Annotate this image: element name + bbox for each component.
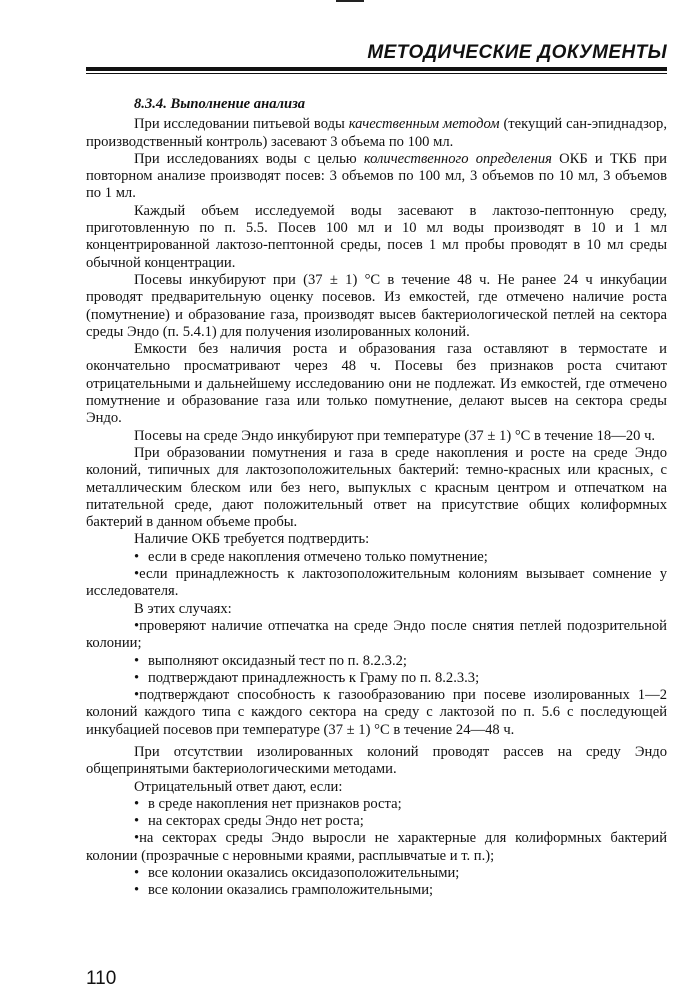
list-item: • подтверждают принадлежность к Граму по п. 8.2.3.3; [134, 669, 480, 686]
list-item: • в среде накопления нет признаков роста; [134, 795, 402, 812]
bullet-icon: • [134, 865, 140, 882]
list-item: • выполняют оксидазный тест по п. 8.2.3.2; [134, 652, 407, 669]
top-mark [336, 0, 364, 2]
paragraph-11: Отрицательный ответ дают, если: [134, 778, 343, 795]
bullet-icon: • [134, 617, 140, 634]
running-header: МЕТОДИЧЕСКИЕ ДОКУМЕНТЫ [367, 42, 667, 63]
bullet-icon: • [134, 548, 140, 565]
list-item: •подтверждают способность к газообразованию при посеве изолированных 1—2 колоний каждого типа с каждого сектора на среду с лактозой по п. 5.6 с последующей инкубацией посевов при температуре (37 ± 1) °С в течение 24—48 ч. [86, 687, 667, 738]
list-item: • все колонии оказались оксидазоположительными; [134, 865, 460, 882]
page-body [86, 96, 667, 900]
bullet-icon: • [134, 652, 140, 669]
list-item: •проверяют наличие отпечатка на среде Эндо после снятия петлей подозрительной колонии; [86, 617, 667, 652]
paragraph-8: Наличие ОКБ требуется подтвердить: [134, 531, 370, 548]
paragraph-1: При исследовании питьевой воды качественным методом (текущий сан-эпиднадзор, производственный контроль) засевают 3 объема по 100 мл. [86, 116, 667, 150]
bullet-icon: • [134, 669, 140, 686]
paragraph-10: При отсутствии изолированных колоний проводят рассев на среду Эндо общепринятыми бактериологическими методами. [86, 743, 667, 778]
list-item: • все колонии оказались грамположительными; [134, 882, 434, 899]
bullet-icon: • [134, 566, 140, 583]
list-item: • на секторах среды Эндо нет роста; [134, 813, 364, 830]
bullet-icon: • [134, 687, 140, 704]
italic-term: качественным методом [348, 116, 500, 133]
bullet-icon: • [134, 882, 140, 899]
section-heading: 8.3.4. Выполнение анализа [134, 96, 306, 112]
header-rule-thick [86, 67, 667, 71]
paragraph-3: Каждый объем исследуемой воды засевают в лактозо-пептонную среду, приготовленную по п. 5.5. Посев 100 мл и 10 мл воды производят в 10 и 1 мл концентрированной лактозо-пептонной среды, посев 1 мл пробы проводят в 10 мл среды обычной концентрации. [86, 202, 667, 271]
italic-term: количественного определения [363, 150, 552, 167]
paragraph-9: В этих случаях: [134, 600, 232, 617]
list-item: • если в среде накопления отмечено только помутнение; [134, 548, 488, 565]
list-item: •если принадлежность к лактозоположительным колониям вызывает сомнение у исследователя. [86, 566, 667, 600]
page-number: 110 [86, 968, 117, 989]
bullet-icon: • [134, 795, 140, 812]
header-rule-thin [86, 73, 667, 74]
paragraph-2: При исследованиях воды с целью количественного определения ОКБ и ТКБ при повторном анализе производят посев: 3 объемов по 100 мл, 3 объемов по 10 мл, 3 объемов по 1 мл. [86, 150, 667, 202]
bullet-icon: • [134, 813, 140, 830]
paragraph-4: Посевы инкубируют при (37 ± 1) °С в течение 48 ч. Не ранее 24 ч инкубации проводят предварительную оценку посевов. Из емкостей, где отмечено наличие роста (помутнение) и образование газа, производят высев бактериологической петлей на сектора среды Эндо (п. 5.4.1) для получения изолированных колоний. [86, 271, 667, 340]
paragraph-5: Емкости без наличия роста и образования газа оставляют в термостате и окончательно просматривают через 48 ч. Посевы без признаков роста считают отрицательными и дальнейшему исследованию они не подлежат. Из емкостей, где отмечено помутнение и образование газа или только помутнение, делают высев на сектора среды Эндо. [86, 341, 667, 427]
paragraph-7: При образовании помутнения и газа в среде накопления и росте на среде Эндо колоний, типичных для лактозоположительных бактерий: темно-красных или красных, с металлическим блеском или без него, выпуклых с красным центром и отпечатком на питательной среде, дают положительный ответ на присутствие общих колиформных бактерий в данном объеме пробы. [86, 444, 667, 531]
paragraph-6: Посевы на среде Эндо инкубируют при температуре (37 ± 1) °С в течение 18—20 ч. [134, 427, 656, 444]
bullet-icon: • [134, 830, 140, 847]
list-item: •на секторах среды Эндо выросли не характерные для колиформных бактерий колонии (прозрачные с неровными краями, расплывчатые и т. п.); [86, 830, 667, 864]
